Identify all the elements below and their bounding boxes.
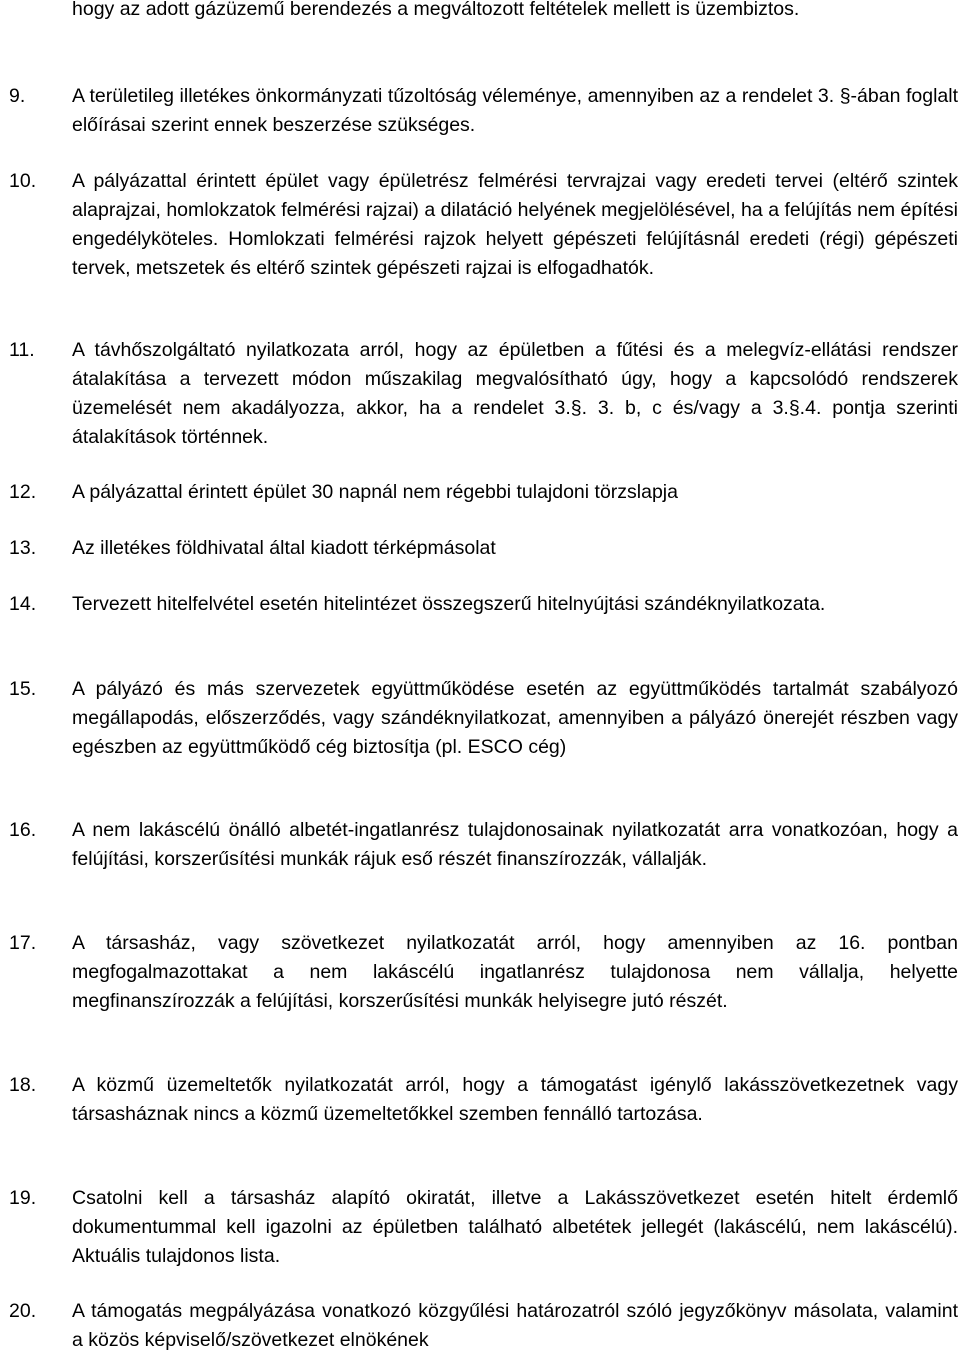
item-number: 10. xyxy=(9,170,37,192)
item-text: A nem lakáscélú önálló albetét-ingatlanrész tulajdonosainak nyilatkozatát arra vonatkozóan, hogy a felújítási, korszerűsítési munkák rájuk eső részét finanszírozzák, vállalják. xyxy=(72,819,958,870)
item-text: Tervezett hitelfelvétel esetén hitelintézet összegszerű hitelnyújtási szándéknyilatkozata. xyxy=(72,593,826,615)
item-number: 14. xyxy=(9,593,37,615)
item-number: 16. xyxy=(9,819,37,841)
item-text: Az illetékes földhivatal által kiadott térképmásolat xyxy=(72,537,496,559)
item-number: 15. xyxy=(9,678,37,700)
item-text: A társasház, vagy szövetkezet nyilatkozatát arról, hogy amennyiben az 16. pontban megfogalmazottakat a nem lakáscélú ingatlanrész tulajdonosa nem vállalja, helyette megfinanszírozzák a felújítási, korszerűsítési munkák helyisegre jutó részét. xyxy=(72,932,958,1012)
item-number: 20. xyxy=(9,1300,37,1322)
item-text: A pályázattal érintett épület vagy épületrész felmérési tervrajzai vagy eredeti tervei (eltérő szintek alaprajzai, homlokzatok felmérési rajzai) a dilatáció helyének megjelölésével, ha a felújítás nem építési engedélyköteles. Homlokzati felmérési rajzok helyett gépészeti felújításnál eredeti (régi) gépészeti tervek, metszetek és eltérő szintek gépészeti rajzai is elfogadhatók. xyxy=(72,170,958,279)
item-text: A közmű üzemeltetők nyilatkozatát arról, hogy a támogatást igénylő lakásszövetkezetnek vagy társasháznak nincs a közmű üzemeltetőkkel szemben fennálló tartozása. xyxy=(72,1074,958,1125)
item-number: 13. xyxy=(9,537,37,559)
item-text: A támogatás megpályázása vonatkozó közgyűlési határozatról szóló jegyzőkönyv másolata, valamint a közös képviselő/szövetkezet elnökének xyxy=(72,1300,958,1351)
item-text: hogy az adott gázüzemű berendezés a megváltozott feltételek mellett is üzembiztos. xyxy=(72,0,800,20)
item-text: Csatolni kell a társasház alapító okiratát, illetve a Lakásszövetkezet esetén hitelt érdemlő dokumentummal kell igazolni az épületben található albetétek jellegét (lakáscélú, nem lakáscélú). Aktuális tulajdonos lista. xyxy=(72,1187,958,1267)
item-number: 18. xyxy=(9,1074,37,1096)
item-number: 11. xyxy=(9,339,35,361)
item-number: 9. xyxy=(9,85,26,107)
item-number: 12. xyxy=(9,481,37,503)
item-text: A területileg illetékes önkormányzati tűzoltóság véleménye, amennyiben az a rendelet 3. §-ában foglalt előírásai szerint ennek beszerzése szükséges. xyxy=(72,85,958,136)
item-number: 17. xyxy=(9,932,37,954)
item-number: 19. xyxy=(9,1187,37,1209)
item-text: A pályázó és más szervezetek együttműködése esetén az együttműködés tartalmát szabályozó megállapodás, előszerződés, vagy szándéknyilatkozat, amennyiben a pályázó önerejét részben vagy egészben az együttműködő cég biztosítja (pl. ESCO cég) xyxy=(72,678,958,758)
item-text: A távhőszolgáltató nyilatkozata arról, hogy az épületben a fűtési és a melegvíz-ellátási rendszer átalakítása a tervezett módon műszakilag megvalósítható úgy, hogy a kapcsolódó rendszerek üzemelését nem akadályozza, akkor, ha a rendelet 3.§. 3. b, c és/vagy a 3.§.4. pontja szerinti átalakítások történnek. xyxy=(72,339,958,448)
item-text: A pályázattal érintett épület 30 napnál nem régebbi tulajdoni törzslapja xyxy=(72,481,678,503)
